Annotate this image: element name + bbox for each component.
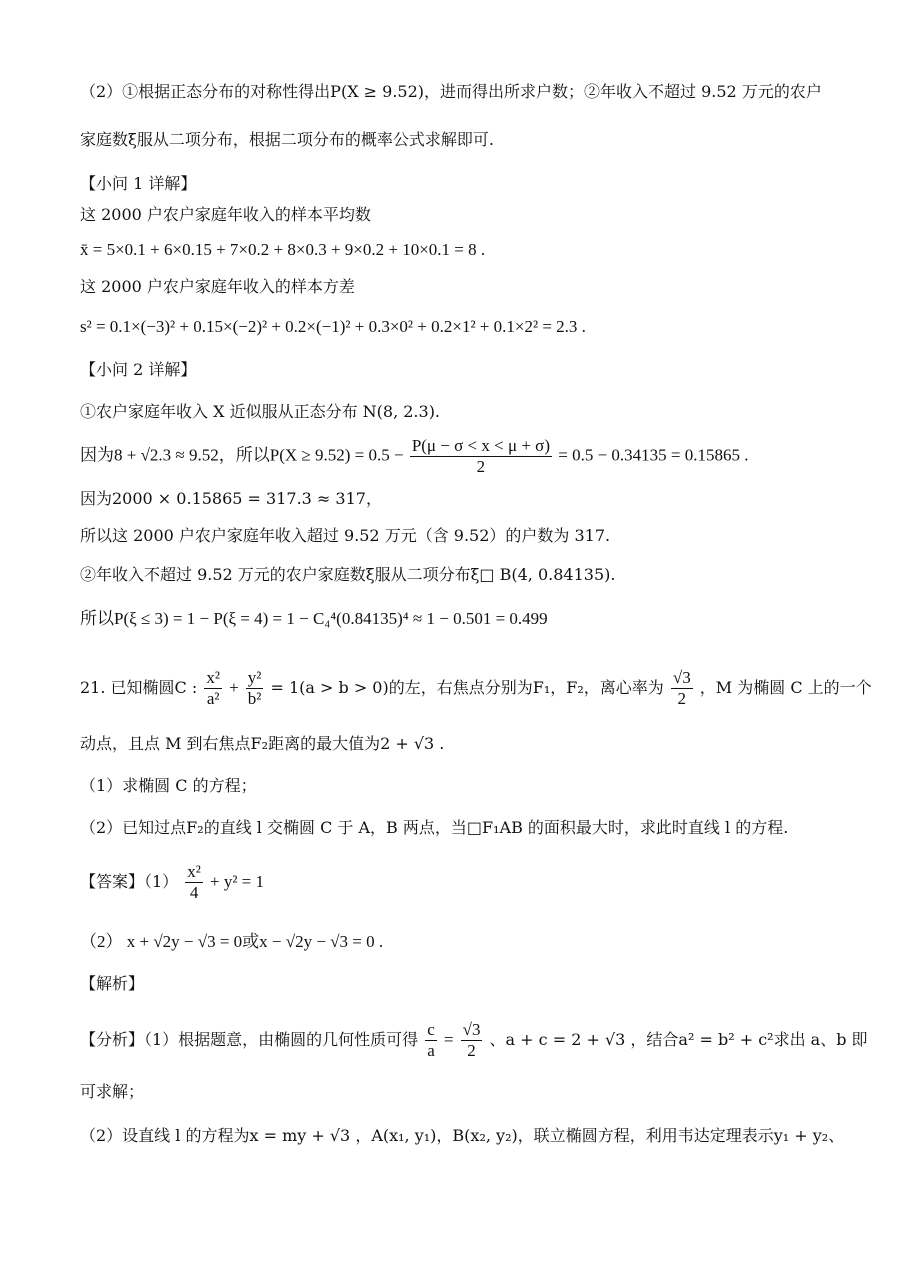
section-heading-q1: 【小问 1 详解】 — [80, 174, 197, 193]
analysis-line-3: （2）设直线 l 的方程为x = my + √3 ，A(x₁, y₁)，B(x₂, y₂)，联立椭圆方程，利用韦达定理表示y₁ + y₂、 — [80, 1126, 845, 1145]
p21-suffix: ，M 为椭圆 C 上的一个 — [699, 678, 872, 697]
section-heading-q2: 【小问 2 详解】 — [80, 360, 197, 379]
analysis-num: c — [427, 1020, 435, 1039]
line-max-distance: 动点，且点 M 到右焦点F₂距离的最大值为2 + √3 . — [80, 734, 445, 753]
subquestion-2: （2）已知过点F₂的直线 l 交椭圆 C 于 A，B 两点，当□F₁AB 的面积最大时，求此时直线 l 的方程. — [80, 818, 789, 837]
line-binomial-prob: 所以P(ξ ≤ 3) = 1 − P(ξ = 4) = 1 − C₄⁴(0.84135)⁴ ≈ 1 − 0.501 = 0.499 — [80, 609, 548, 628]
prob-denominator: 2 — [476, 457, 486, 476]
line-normal-dist: ①农户家庭年收入 X 近似服从正态分布 N(8, 2.3). — [80, 402, 441, 421]
answer-line-1 — [80, 862, 840, 903]
p21-plus: + — [229, 678, 239, 697]
analysis-heading: 【解析】 — [80, 974, 145, 993]
analysis-line-1 — [80, 1020, 868, 1061]
line-mean-intro: 这 2000 户农户家庭年收入的样本平均数 — [80, 205, 371, 224]
line-1: （2）①根据正态分布的对称性得出P(X ≥ 9.52)，进而得出所求户数；②年收入不超过 9.52 万元的农户 — [80, 82, 822, 101]
p21-frac-x-den: a² — [206, 689, 220, 708]
analysis-frac-ca — [425, 1020, 437, 1061]
analysis-prefix: 【分析】（1）根据题意，由椭圆的几何性质可得 — [80, 1030, 419, 1049]
line-result-317: 所以这 2000 户农户家庭年收入超过 9.52 万元（含 9.52）的户数为 317. — [80, 526, 611, 545]
p21-ecc-den: 2 — [677, 689, 687, 708]
p21-frac-y-den: b² — [247, 689, 262, 708]
p21-prefix: 21. 已知椭圆C : — [80, 678, 198, 697]
prob-fraction — [410, 436, 552, 477]
p21-ecc-num: √3 — [672, 668, 691, 687]
answer-den: 4 — [189, 883, 199, 902]
p21-mid: = 1(a > b > 0)的左，右焦点分别为F₁，F₂，离心率为 — [270, 678, 664, 697]
answer-prefix: 【答案】（1） — [80, 872, 179, 891]
p21-frac-y — [246, 668, 264, 709]
p21-frac-x-num: x² — [206, 668, 220, 687]
analysis-line-2: 可求解； — [80, 1082, 145, 1101]
answer-fraction — [185, 862, 203, 903]
analysis-eq: = — [443, 1030, 454, 1049]
line-2: 家庭数ξ服从二项分布，根据二项分布的概率公式求解即可. — [80, 130, 494, 149]
p21-frac-y-num: y² — [247, 668, 262, 687]
analysis-suffix: 、a + c = 2 + √3 ，结合a² = b² + c²求出 a、b 即 — [489, 1030, 868, 1049]
p21-eccentricity — [671, 668, 693, 709]
line-variance-intro: 这 2000 户农户家庭年收入的样本方差 — [80, 277, 355, 296]
answer-line-2: （2） x + √2y − √3 = 0或x − √2y − √3 = 0 . — [80, 932, 384, 951]
probability-line — [80, 436, 840, 477]
analysis-den: a — [427, 1041, 435, 1060]
subquestion-1: （1）求椭圆 C 的方程； — [80, 776, 257, 795]
problem-21-statement — [80, 668, 872, 709]
p21-frac-x — [204, 668, 222, 709]
prob-suffix: = 0.5 − 0.34135 = 0.15865 . — [558, 445, 749, 465]
mean-formula: x̄ = 5×0.1 + 6×0.15 + 7×0.2 + 8×0.3 + 9×0.2 + 10×0.1 = 8 . — [80, 240, 486, 259]
line-count: 因为2000 × 0.15865 = 317.3 ≈ 317， — [80, 489, 382, 508]
line-binomial: ②年收入不超过 9.52 万元的农户家庭数ξ服从二项分布ξ□ B(4, 0.84135). — [80, 565, 616, 584]
answer-num: x² — [187, 862, 201, 881]
prob-numerator: P(μ − σ < x < μ + σ) — [411, 436, 550, 455]
prob-prefix: 因为8 + √2.3 ≈ 9.52，所以P(X ≥ 9.52) = 0.5 − — [80, 445, 404, 465]
analysis-num2: √3 — [462, 1020, 481, 1039]
variance-formula: s² = 0.1×(−3)² + 0.15×(−2)² + 0.2×(−1)² + 0.3×0² + 0.2×1² + 0.1×2² = 2.3 . — [80, 317, 586, 336]
analysis-frac-ecc — [461, 1020, 483, 1061]
answer-suffix: + y² = 1 — [209, 872, 265, 891]
analysis-den2: 2 — [467, 1041, 476, 1060]
